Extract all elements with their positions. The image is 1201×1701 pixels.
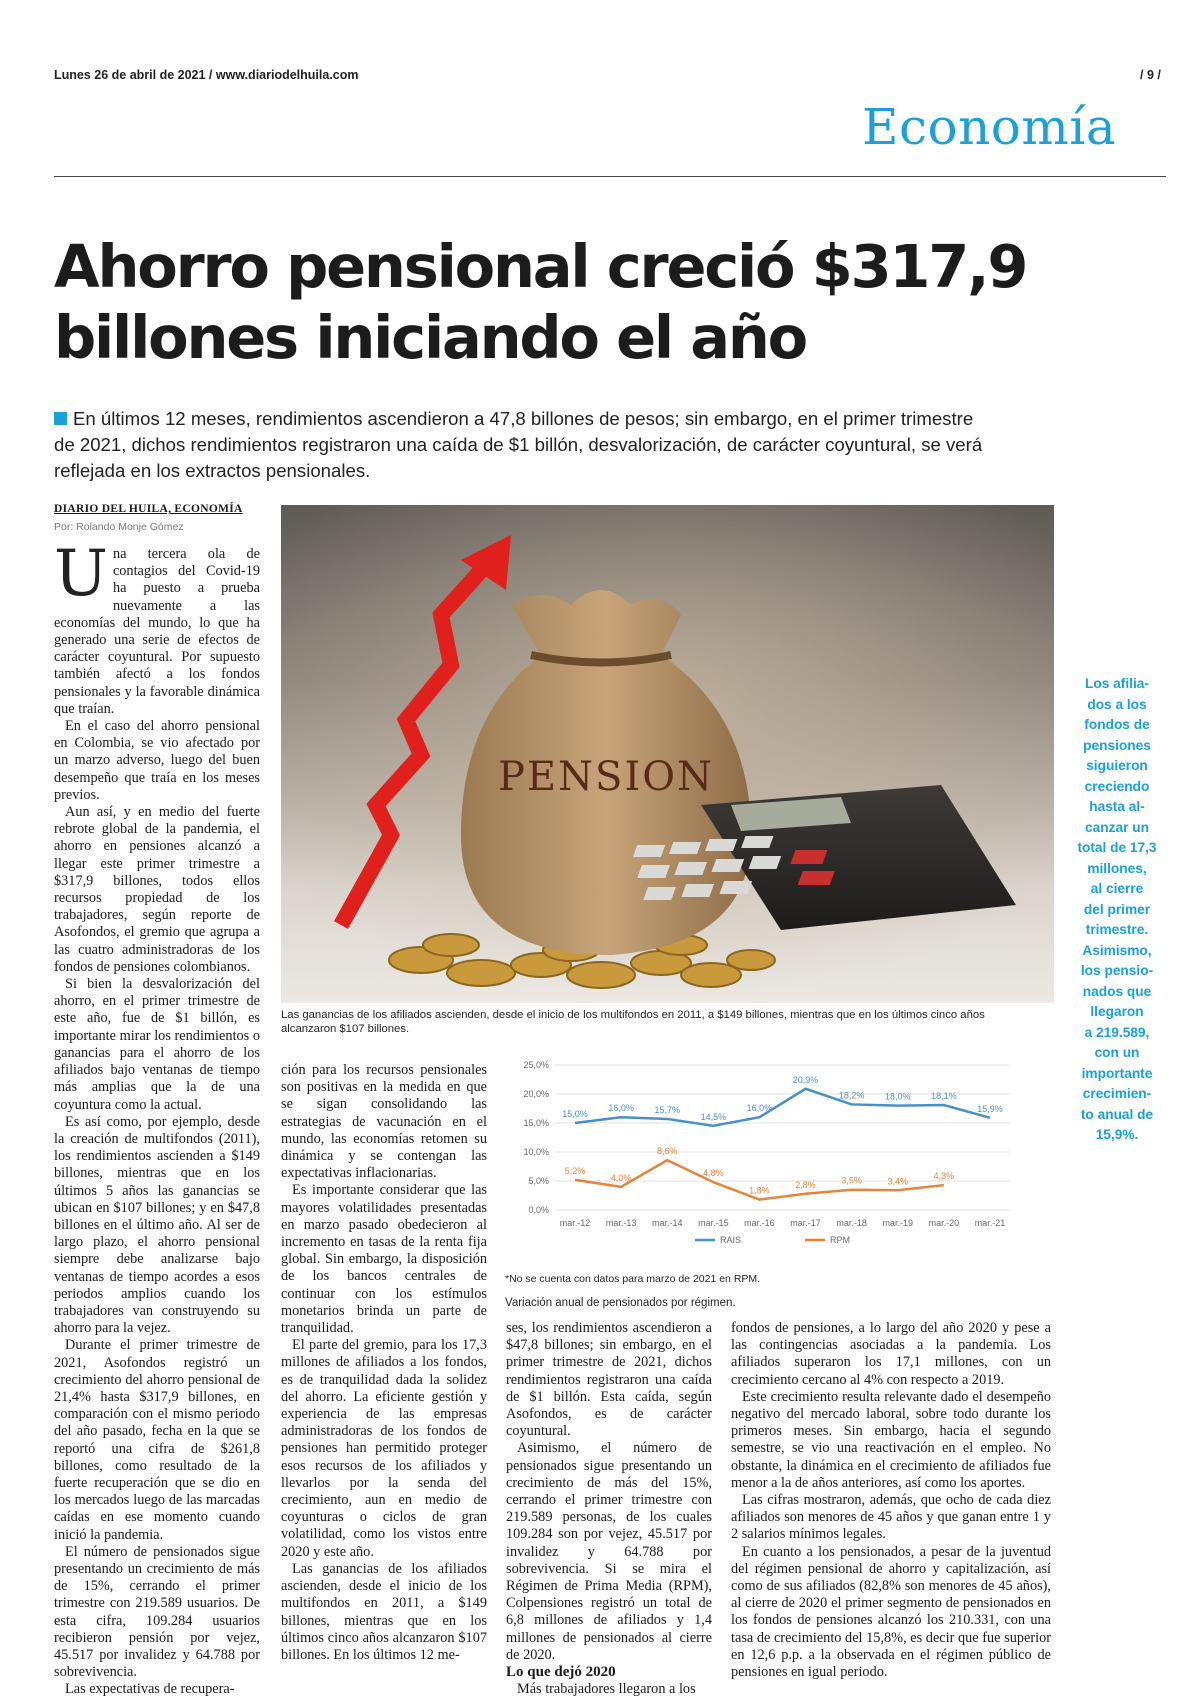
lead-line-3: reflejada en los extractos pensionales. (54, 460, 371, 481)
chart-svg (505, 1055, 1030, 1275)
data-label: 18,0% (885, 1091, 911, 1102)
column-4 (731, 1320, 1051, 1681)
col2-para-1: ción para los recursos pensionales son positivas en la medida en que se sigan consolidando las estrategias de vacunación en el mundo, las economías retomen su dinámica y se contengan las expectativas inflacionarias. (281, 1062, 487, 1182)
pull-quote-line: Los afilia- (1085, 676, 1149, 691)
col3-para-3: Más trabajadores llegaron a los (517, 1681, 696, 1698)
pull-quote-line: importante (1081, 1065, 1153, 1081)
pull-quote-line: los pensio- (1080, 963, 1154, 978)
legend-label: RPM (830, 1235, 850, 1245)
x-tick-label: mar.-14 (651, 1218, 683, 1228)
col4-para-4: En cuanto a los pensionados, a pesar de la juventud del régimen pensional de ahorro y capitalización, así como de sus afiliados (82,8% son menores de 45 años), al cierre de 2020 el primer segmento de pensionados en los fondos de pensiones alcanzó los 210.331, con una tasa de crecimiento del 15,8%, es decir que fue superior en 12,6 p.p. a la observada en el régimen público de pensiones en igual periodo. (731, 1543, 1051, 1681)
chart-footnote: *No se cuenta con datos para marzo de 2021 en RPM. (505, 1273, 761, 1285)
data-label: 18,2% (838, 1090, 865, 1101)
data-label: 15,7% (654, 1104, 680, 1115)
col3-para-1: ses, los rendimientos ascendieron a $47,8 billones; sin embargo, en el primer trimestre de 2021, dichos rendimientos registraron una caída de $1 billón. Esta caída, según Asofondos, es de carácter coyuntural. (506, 1320, 712, 1440)
lead-paragraph (54, 406, 1164, 484)
x-tick-label: mar.-17 (790, 1218, 821, 1228)
y-tick-label: 0,0% (528, 1205, 549, 1215)
col2-para-2: Es importante considerar que las mayores volatilidades presentadas en marzo pasado obedecieron al incremento en tasas de la renta fija global. Sin embargo, la disposición de los bancos centrales de continuar con los estímulos monetarios brinda un parte de tranquilidad. (281, 1182, 487, 1337)
col1-para-4: Si bien la desvalorización del ahorro, en el primer trimestre de este año, fue de $1 billón, es importante mirar los rendimientos o ganancias para el ahorro de los afiliados bajo ventanas de tiempo más amplias que la de una coyuntura como la actual. (54, 976, 260, 1113)
y-tick-label: 5,0% (528, 1176, 549, 1186)
chart-caption: Variación anual de pensionados por régimen. (505, 1297, 736, 1309)
col3-para-2: Asimismo, el número de pensionados sigue presentando un crecimiento de más del 15%, cerrando el primer trimestre con 219.589 personas, de los cuales 109.284 son por vejez, 45.517 por invalidez y 64.788 por sobrevivencia. Si se mira el Régimen de Prima Media (RPM), Colpensiones registró un total de 6,8 millones de afiliados y 1,4 millones de pensionados al cierre de 2020. (506, 1440, 712, 1663)
data-label: 4,8% (703, 1168, 724, 1179)
section-title: Economía (862, 98, 1117, 156)
column-3 (506, 1320, 712, 1698)
pull-quote-line: hasta al- (1089, 799, 1145, 814)
date-site-line: Lunes 26 de abril de 2021 / www.diariodelhuila.com (54, 68, 359, 82)
x-tick-label: mar.-21 (974, 1218, 1006, 1228)
data-label: 20,9% (792, 1074, 819, 1085)
pull-quote-line: siguieron (1086, 758, 1148, 773)
pull-quote-line: llegaron (1090, 1004, 1144, 1019)
pull-quote (1074, 674, 1160, 1146)
data-label: 4,0% (610, 1172, 632, 1183)
caption-line-2: alcanzaron $107 billones. (281, 1023, 410, 1035)
pull-quote-line: millones, (1087, 860, 1147, 876)
caption-line-1: Las ganancias de los afiliados ascienden, desde el inicio de los multifondos en 2011, a $149 billones, mientras que en los últimos cinco años (281, 1009, 985, 1021)
pull-quote-line: trimestre. (1085, 922, 1149, 937)
col2-para-3: El parte del gremio, para los 17,3 millones de afiliados a los fondos, es de tranquilidad dada la solidez del ahorro. La eficiente gestión y experiencia de las empresas administradoras de los fondos de pensiones han permitido proteger esos recursos de los afiliados y llevarlos por la senda del crecimiento, aun en medio de coyunturas o ciclos de gran volatilidad, como los vistos entre 2020 y este año. (281, 1337, 487, 1560)
x-tick-label: mar.-16 (744, 1218, 775, 1228)
photo-caption (281, 1008, 1071, 1036)
header-rule (54, 176, 1166, 177)
col1-para-8: Las expectativas de recupera- (65, 1681, 235, 1698)
y-tick-label: 10,0% (523, 1147, 549, 1157)
pull-quote-line: canzar un (1085, 819, 1149, 835)
headline-line-2: billones iniciando el año (54, 303, 807, 372)
lead-line-1: En últimos 12 meses, rendimientos ascendieron a 47,8 billones de pesos; sin embargo, en el primer trimestre (73, 408, 974, 429)
col4-para-1: fondos de pensiones, a lo largo del año 2020 y pese a las contingencias asociadas a la pandemia. Los afiliados superaron los 17,1 millones, con un crecimiento cercano al 4% con respecto a 2019. (731, 1320, 1051, 1388)
x-tick-label: mar.-12 (559, 1218, 591, 1228)
col1-para-1: na tercera ola de contagios del Covid-19 ha puesto a prueba nuevamente a las economías del mundo, lo que ha generado una serie de efectos de carácter coyuntural. Por supuesto también afectó a los fondos pensionales y la favorable dinámica que traían. (54, 546, 260, 717)
pull-quote-line: Asimismo, (1082, 942, 1152, 958)
pull-quote-line: al cierre (1090, 881, 1144, 896)
col3-subhead: Lo que dejó 2020 (506, 1664, 616, 1681)
photo-illustration (281, 505, 1054, 1003)
pull-quote-line: nados que (1082, 983, 1152, 999)
data-label: 3,5% (841, 1175, 862, 1186)
pull-quote-line: total de 17,3 (1077, 840, 1157, 855)
x-tick-label: mar.-18 (836, 1218, 867, 1228)
data-label: 16,0% (608, 1103, 634, 1114)
data-label: 18,1% (931, 1091, 957, 1102)
dropcap: U (54, 537, 108, 611)
x-tick-label: mar.-19 (882, 1218, 914, 1228)
pull-quote-line: 15,9%. (1095, 1127, 1139, 1142)
col1-para-6: Durante el primer trimestre de 2021, Asofondos registró un crecimiento del ahorro pensional de 21,4% hasta $317,9 billones, en comparación con el mismo periodo del año pasado, fecha en la que se reportó una cifra de $261,8 billones, como resultado de la fuerte recuperación que se dio en los mercados luego de las marcadas caídas en ese momento cuando inició la pandemia. (54, 1337, 260, 1543)
y-tick-label: 25,0% (523, 1060, 549, 1070)
byline: DIARIO DEL HUILA, ECONOMÍA (54, 503, 243, 515)
lead-square-icon (54, 412, 67, 425)
data-label: 8,6% (656, 1146, 678, 1157)
headline (54, 231, 1164, 373)
pensioners-chart (505, 1055, 1030, 1275)
legend-label: RAIS (720, 1235, 742, 1245)
x-tick-label: mar.-15 (698, 1218, 729, 1228)
data-label: 16,0% (746, 1103, 773, 1114)
col4-para-3: Las cifras mostraron, además, que ocho de cada diez afiliados son menores de 45 años y que ganan entre 1 y 2 salarios mínimos legales. (731, 1492, 1051, 1543)
data-label: 14,5% (700, 1111, 727, 1122)
col1-para-7: El número de pensionados sigue presentando un crecimiento de más de 15%, cerrando el primer trimestre con 219.589 usuarios. De esta cifra, 109.284 usuarios recibieron pensión por vejez, 45.517 por invalidez y 64.788 por sobrevivencia. (54, 1543, 260, 1681)
column-1 (54, 537, 260, 1699)
col1-para-3: Aun así, y en medio del fuerte rebrote global de la pandemia, el ahorro en pensiones alcanzó a llegar este primer trimestre a $317,9 billones, todos ellos recursos propiedad de los trabajadores, según reporte de Asofondos, el gremio que agrupa a las cuatro administradoras de los fondos de pensiones colombianos. (54, 804, 260, 975)
data-label: 3,4% (887, 1176, 909, 1187)
y-tick-label: 15,0% (523, 1118, 549, 1128)
page-number: / 9 / (1140, 68, 1161, 82)
data-label: 1,8% (749, 1185, 770, 1196)
bag-label: PENSION (497, 754, 715, 800)
data-label: 15,9% (977, 1103, 1003, 1114)
lead-line-2: de 2021, dichos rendimientos registraron una caída de $1 billón, desvalorización, de carácter coyuntural, se verá (54, 434, 983, 455)
col1-para-5: Es así como, por ejemplo, desde la creación de multifondos (2011), los rendimientos ascienden a $149 billones, mientras que en los últimos 5 años las ganancias se ubican en $107 billones; y en $47,8 billones en el último año. Al ser de largo plazo, el ahorro pensional siempre debe analizarse bajo ventanas de tiempo acordes a esos periodos amplios cuando los trabajadores van construyendo su ahorro para la vejez. (54, 1113, 260, 1337)
headline-line-1: Ahorro pensional creció $317,9 (54, 232, 1027, 301)
pull-quote-line: to anual de (1080, 1106, 1154, 1122)
pull-quote-line: dos a los (1087, 696, 1147, 712)
column-2 (281, 1062, 487, 1664)
pull-quote-line: pensiones (1083, 737, 1151, 753)
pull-quote-line: del primer (1083, 901, 1151, 917)
pull-quote-line: con un (1094, 1045, 1140, 1060)
pull-quote-line: crecimien- (1082, 1086, 1152, 1101)
col1-para-2: En el caso del ahorro pensional en Colombia, se vio afectado por un marzo adverso, luego del buen desempeño que traía en los meses previos. (54, 718, 260, 803)
pension-bag-photo (281, 505, 1054, 1003)
pull-quote-line: creciendo (1084, 778, 1150, 794)
pull-quote-line: a 219.589, (1084, 1024, 1150, 1040)
x-tick-label: mar.-13 (605, 1218, 637, 1228)
author: Por: Rolando Monje Gómez (54, 521, 184, 533)
data-label: 2,8% (795, 1179, 816, 1190)
data-label: 5,2% (564, 1165, 586, 1176)
data-label: 4,3% (933, 1171, 955, 1182)
x-tick-label: mar.-20 (928, 1218, 960, 1228)
y-tick-label: 20,0% (523, 1089, 549, 1099)
pull-quote-line: fondos de (1084, 717, 1150, 732)
col2-para-4: Las ganancias de los afiliados ascienden, desde el inicio de los multifondos en 2011, a $149 billones, mientras que en los últimos cinco años alcanzaron $107 billones. En los últimos 12 me- (281, 1560, 487, 1663)
data-label: 15,0% (562, 1109, 588, 1119)
col4-para-2: Este crecimiento resulta relevante dado el desempeño negativo del mercado laboral, sobre todo durante los primeros meses. Sin embargo, hacia el segundo semestre, se vio una reactivación en el empleo. No obstante, la dinámica en el crecimiento de afiliados fue menor a la de años anteriores, así como los aportes. (731, 1388, 1051, 1491)
